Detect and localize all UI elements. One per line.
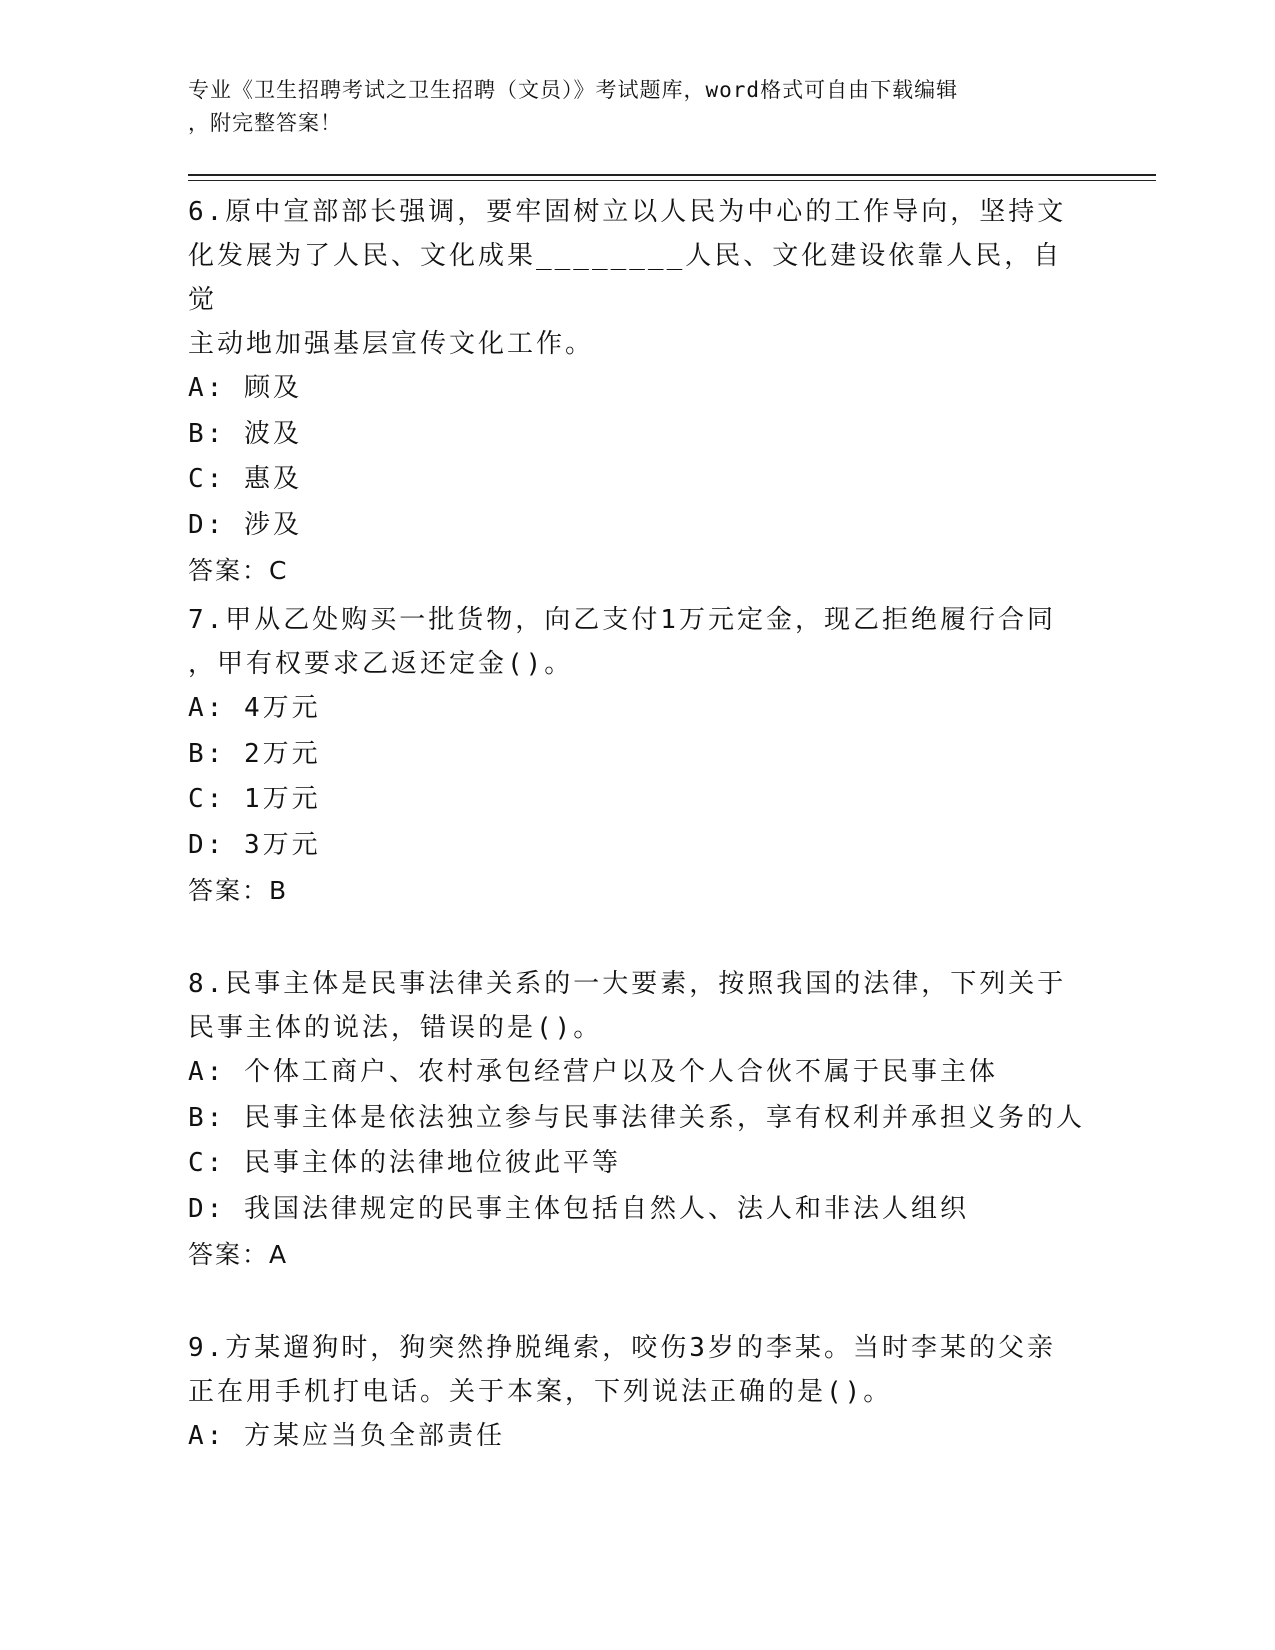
question-6 <box>188 190 1088 593</box>
option-c: C: 惠及 <box>188 464 302 494</box>
question-stem: 8.民事主体是民事法律关系的一大要素，按照我国的法律，下列关于 民事主体的说法，错误的是()。 <box>188 969 1067 1043</box>
question-stem: 9.方某遛狗时，狗突然挣脱绳索，咬伤3岁的李某。当时李某的父亲 正在用手机打电话。关于本案，下列说法正确的是()。 <box>188 1333 1056 1407</box>
option-b: B: 2万元 <box>188 738 321 769</box>
option-b: B: 波及 <box>188 418 302 449</box>
question-stem: 7.甲从乙处购买一批货物，向乙支付1万元定金，现乙拒绝履行合同 ，甲有权要求乙返还定金()。 <box>188 605 1056 679</box>
option-c: C: 1万元 <box>188 784 321 814</box>
answer: 答案：B <box>188 876 289 905</box>
question-8 <box>188 962 1088 1277</box>
option-d: D: 我国法律规定的民事主体包括自然人、法人和非法人组织 <box>188 1193 969 1224</box>
question-stem: 6.原中宣部部长强调，要牢固树立以人民为中心的工作导向，坚持文 化发展为了人民、文化成果________人民、文化建设依靠人民，自觉 主动地加强基层宣传文化工作。 <box>188 197 1067 359</box>
document-header: 专业《卫生招聘考试之卫生招聘（文员）》考试题库，word格式可自由下载编辑 ，附完整答案！ <box>188 78 959 135</box>
option-a: A: 4万元 <box>188 693 321 723</box>
header-divider <box>188 174 1156 176</box>
option-d: D: 3万元 <box>188 829 321 860</box>
question-9 <box>188 1326 1088 1460</box>
option-d: D: 涉及 <box>188 509 302 540</box>
option-a: A: 方某应当负全部责任 <box>188 1421 505 1451</box>
option-c: C: 民事主体的法律地位彼此平等 <box>188 1148 621 1178</box>
answer: 答案：A <box>188 1240 289 1269</box>
option-a: A: 个体工商户、农村承包经营户以及个人合伙不属于民事主体 <box>188 1057 998 1087</box>
answer: 答案：C <box>188 556 289 585</box>
option-b: B: 民事主体是依法独立参与民事法律关系，享有权利并承担义务的人 <box>188 1102 1085 1133</box>
option-a: A: 顾及 <box>188 373 302 403</box>
question-7 <box>188 598 1088 913</box>
header-divider-thin <box>188 180 1156 181</box>
